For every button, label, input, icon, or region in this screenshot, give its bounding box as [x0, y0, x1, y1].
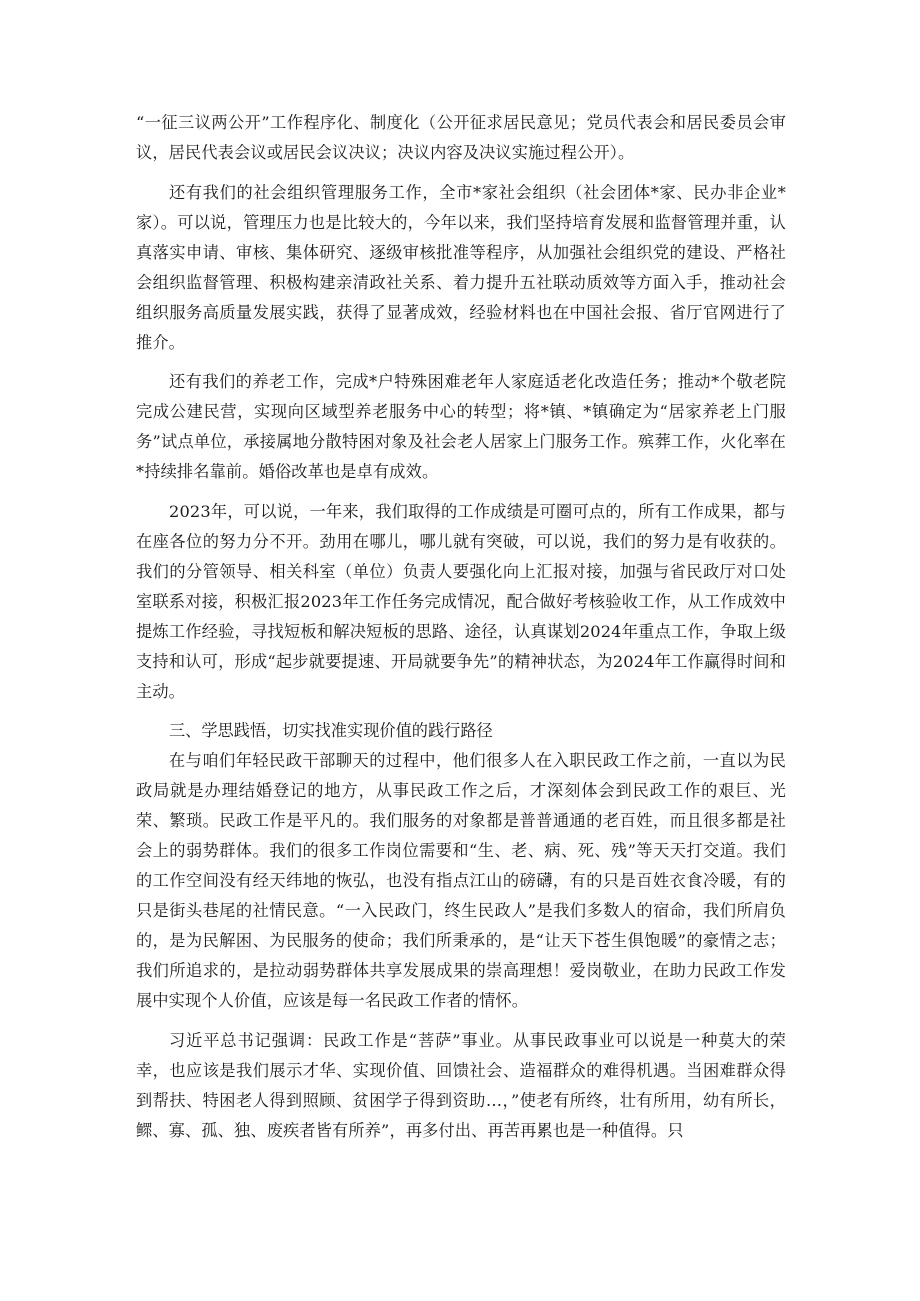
document-page	[136, 108, 786, 1155]
paragraph-2023-summary: 2023年，可以说，一年来，我们取得的工作成绩是可圈可点的，所有工作成果，都与在座各位的努力分不开。劲用在哪儿，哪儿就有突破，可以说，我们的努力是有收获的。我们的分管领导、相关科室（单位）负责人要强化向上汇报对接，加强与省民政厅对口处室联系对接，积极汇报2023年工作任务完成情况，配合做好考核验收工作，从工作成效中提炼工作经验，寻找短板和解决短板的思路、途径，认真谋划2024年重点工作，争取上级支持和认可，形成“起步就要提速、开局就要争先”的精神状态，为2024年工作赢得时间和主动。	[136, 501, 786, 701]
paragraph-young-cadres: 在与咱们年轻民政干部聊天的过程中，他们很多人在入职民政工作之前，一直以为民政局就是办理结婚登记的地方，从事民政工作之后，才深刻体会到民政工作的艰巨、光荣、繁琐。民政工作是平凡的。我们服务的对象都是普普通通的老百姓，而且很多都是社会上的弱势群体。我们的很多工作岗位需要和“生、老、病、死、残”等天天打交道。我们的工作空间没有经天纬地的恢弘，也没有指点江山的磅礴，有的只是百姓衣食冷暖，有的只是街头巷尾的社情民意。“一入民政门，终生民政人”是我们多数人的宿命，我们所肩负的，是为民解困、为民服务的使命；我们所秉承的，是“让天下苍生俱饱暖”的豪情之志；我们所追求的，是拉动弱势群体共享发展成果的崇高理想！爱岗敬业，在助力民政工作发展中实现个人价值，应该是每一名民政工作者的情怀。	[136, 751, 786, 1010]
paragraph-elderly-care: 还有我们的养老工作，完成*户特殊困难老年人家庭适老化改造任务；推动*个敬老院完成公建民营，实现向区域型养老服务中心的转型；将*镇、*镇确定为“居家养老上门服务”试点单位，承接属地分散特困对象及社会老人居家上门服务工作。殡葬工作，火化率在*持续排名靠前。婚俗改革也是卓有成效。	[136, 372, 786, 481]
section-heading: 三、学思践悟，切实找准实现价值的践行路径	[169, 721, 493, 740]
paragraph-social-organizations: 还有我们的社会组织管理服务工作，全市*家社会组织（社会团体*家、民办非企业*家）。可以说，管理压力也是比较大的，今年以来，我们坚持培育发展和监督管理并重，认真落实申请、审核、集体研究、逐级审核批准等程序，从加强社会组织党的建设、严格社会组织监督管理、积极构建亲清政社关系、着力提升五社联动质效等方面入手，推动社会组织服务高质量发展实践，获得了显著成效，经验材料也在中国社会报、省厅官网进行了推介。	[136, 182, 786, 352]
paragraph-continuation: “一征三议两公开”工作程序化、制度化（公开征求居民意见；党员代表会和居民委员会审议，居民代表会议或居民会议决议；决议内容及决议实施过程公开）。	[136, 113, 786, 162]
paragraph-general-secretary-quote: 习近平总书记强调：民政工作是“菩萨”事业。从事民政事业可以说是一种莫大的荣幸，也应该是我们展示才华、实现价值、回馈社会、造福群众的难得机遇。当困难群众得到帮扶、特困老人得到照顾、贫困学子得到资助…，”使老有所终，壮有所用，幼有所长，鳏、寡、孤、独、废疾者皆有所养”，再多付出、再苦再累也是一种值得。只	[136, 1030, 786, 1140]
